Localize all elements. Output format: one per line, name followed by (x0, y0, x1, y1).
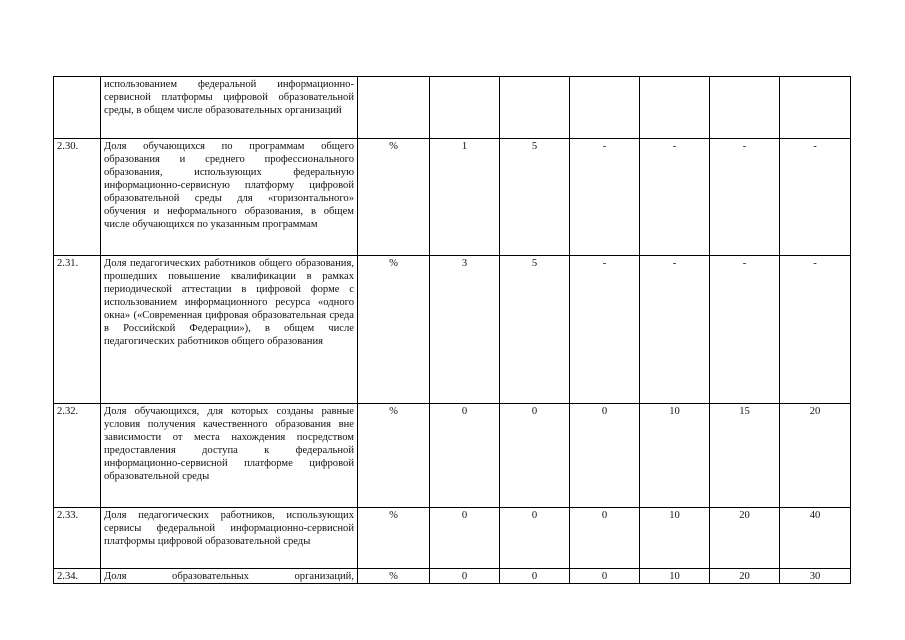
row-number: 2.34. (54, 569, 101, 584)
value-cell: 0 (500, 569, 570, 584)
indicator-description: использованием федеральной информационно-сервисной платформы цифровой образовательной среды, в общем числе образовательных организаций (101, 77, 358, 139)
value-cell: 0 (430, 508, 500, 569)
value-cell: - (780, 256, 851, 404)
value-cell: 20 (780, 404, 851, 508)
unit-cell: % (358, 404, 430, 508)
value-cell (780, 77, 851, 139)
indicator-description: Доля обучающихся по программам общего образования и среднего профессионального образования, использующих федеральную информационно-сервисную платформу цифровой образовательной среды для «горизонтального» обучения и неформального образования, в общем числе обучающихся по указанным программам (101, 139, 358, 256)
value-cell: - (640, 256, 710, 404)
table-row (54, 77, 851, 139)
row-number: 2.32. (54, 404, 101, 508)
row-number (54, 77, 101, 139)
table-row (54, 404, 851, 508)
value-cell: 5 (500, 256, 570, 404)
table-row (54, 256, 851, 404)
unit-cell: % (358, 508, 430, 569)
indicators-table (53, 76, 851, 584)
value-cell: 0 (430, 404, 500, 508)
indicator-description: Доля обучающихся, для которых созданы равные условия получения качественного образования вне зависимости от места нахождения посредством предоставления доступа к федеральной информационно-сервисной платформе цифровой образовательной среды (101, 404, 358, 508)
value-cell: 10 (640, 569, 710, 584)
value-cell: - (710, 256, 780, 404)
value-cell: - (710, 139, 780, 256)
unit-cell: % (358, 139, 430, 256)
value-cell: 20 (710, 508, 780, 569)
row-number: 2.33. (54, 508, 101, 569)
indicator-description: Доля педагогических работников общего образования, прошедших повышение квалификации в рамках периодической аттестации в цифровой форме с использованием информационного ресурса «одного окна» («Современная цифровая образовательная среда в Российской Федерации»), в общем числе педагогических работников общего образования (101, 256, 358, 404)
value-cell: 0 (570, 569, 640, 584)
value-cell (640, 77, 710, 139)
value-cell: 0 (500, 508, 570, 569)
value-cell: 10 (640, 508, 710, 569)
indicator-description: Доля педагогических работников, использующих сервисы федеральной информационно-сервисной платформы цифровой образовательной среды (101, 508, 358, 569)
value-cell: - (780, 139, 851, 256)
row-number: 2.31. (54, 256, 101, 404)
unit-cell: % (358, 256, 430, 404)
value-cell: 1 (430, 139, 500, 256)
table-row (54, 139, 851, 256)
value-cell: 0 (570, 404, 640, 508)
value-cell: 30 (780, 569, 851, 584)
value-cell (430, 77, 500, 139)
table-row (54, 569, 851, 584)
value-cell: - (570, 256, 640, 404)
value-cell: 40 (780, 508, 851, 569)
value-cell: 0 (570, 508, 640, 569)
value-cell: 20 (710, 569, 780, 584)
value-cell: 10 (640, 404, 710, 508)
value-cell: 0 (430, 569, 500, 584)
value-cell: 0 (500, 404, 570, 508)
value-cell (500, 77, 570, 139)
indicator-description: Доля образовательных организаций, (101, 569, 358, 584)
unit-cell (358, 77, 430, 139)
value-cell: 3 (430, 256, 500, 404)
value-cell: 5 (500, 139, 570, 256)
value-cell (570, 77, 640, 139)
value-cell: - (640, 139, 710, 256)
table-row (54, 508, 851, 569)
value-cell: 15 (710, 404, 780, 508)
value-cell: - (570, 139, 640, 256)
value-cell (710, 77, 780, 139)
unit-cell: % (358, 569, 430, 584)
row-number: 2.30. (54, 139, 101, 256)
